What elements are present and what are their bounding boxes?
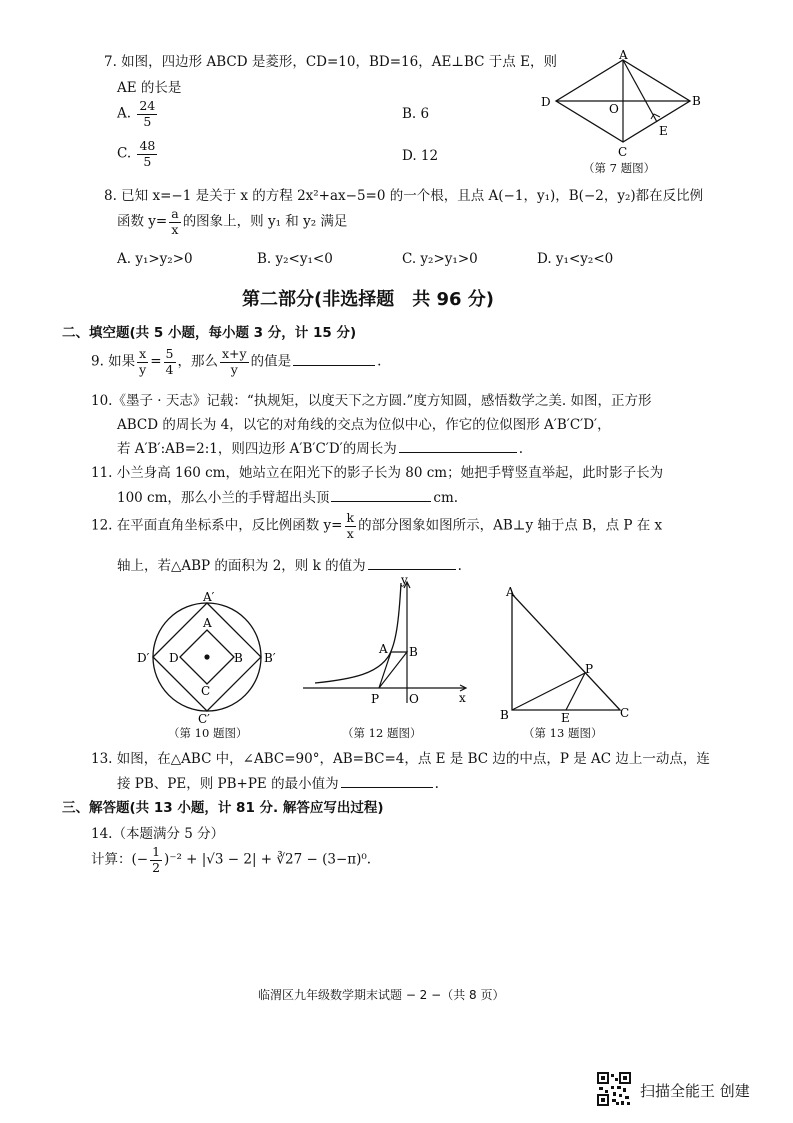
label-x: x	[459, 691, 466, 705]
label-b: B	[234, 651, 243, 665]
q9-fraction-3: $\frac{x+y}{y}$	[222, 346, 247, 377]
label-p: P	[585, 662, 594, 676]
q14-fraction: $\frac{1}{2}$	[152, 844, 161, 875]
label-c: C	[201, 684, 211, 698]
q11-answer-blank[interactable]	[331, 500, 431, 502]
figure-7-caption: （第 7 题图）	[583, 161, 656, 175]
label-y: y	[401, 575, 408, 587]
q8-line2: 函数 y= $\frac{a}{x}$ 的图象上，则 y₁ 和 y₂ 满足	[117, 206, 348, 237]
q10-line2: ABCD 的周长为 4，以它的对角线的交点为位似中心，作它的位似图形 A′B′C′D′，	[117, 417, 611, 433]
q7-option-a: A. $\frac{24}{5}$	[117, 98, 156, 129]
label-o: O	[409, 692, 419, 706]
label-b: B	[500, 708, 509, 722]
section3-heading: 三、解答题(共 13 小题，计 81 分. 解答应写出过程)	[62, 800, 384, 816]
q9: 9. 如果 $\frac{x}{y}$ = $\frac{5}{4}$ ，那么 $\frac{x+y}{y}$ 的值是 .	[91, 346, 382, 377]
q8-option-b: B. y₂<y₁<0	[257, 251, 333, 267]
part2-title: 第二部分(非选择题 共 96 分)	[242, 289, 495, 310]
q8-fraction: $\frac{a}{x}$	[171, 206, 179, 237]
label-a: A	[619, 50, 628, 62]
segment-pe	[566, 673, 585, 710]
segment-ae	[623, 60, 657, 122]
hyperbola-curve	[315, 583, 401, 683]
q12-line2: 轴上，若△ABP 的面积为 2，则 k 的值为 .	[117, 558, 462, 574]
q9-answer-blank[interactable]	[293, 364, 375, 366]
label-o: O	[609, 102, 619, 116]
label-c-prime: C′	[198, 712, 210, 726]
figure-13-caption: （第 13 题图）	[523, 726, 603, 740]
q11-line2: 100 cm，那么小兰的手臂超出头顶 cm.	[117, 490, 459, 506]
q8-line1: 8. 已知 x=−1 是关于 x 的方程 2x²+ax−5=0 的一个根，且点 A(−1，y₁)，B(−2，y₂)都在反比例	[104, 188, 704, 204]
label-d: D	[541, 95, 551, 109]
figure-12-hyperbola	[295, 575, 480, 710]
label-e: E	[659, 124, 668, 138]
label-e: E	[561, 711, 570, 722]
q7-line2: AE 的长是	[117, 80, 182, 96]
label-a: A	[203, 616, 212, 630]
q9-fraction-2: $\frac{5}{4}$	[165, 346, 174, 377]
label-b: B	[409, 645, 418, 659]
q11-line1: 11. 小兰身高 160 cm，她站立在阳光下的影子长为 80 cm；她把手臂竖直举起，此时影子长为	[91, 465, 664, 481]
q9-fraction-1: $\frac{x}{y}$	[139, 346, 147, 377]
label-a-prime: A′	[203, 590, 215, 604]
q13-answer-blank[interactable]	[341, 786, 433, 788]
label-a: A	[379, 642, 388, 656]
page-footer: 临渭区九年级数学期末试题 − 2 −（共 8 页）	[258, 988, 505, 1002]
label-d: D	[169, 651, 179, 665]
q10-line1: 10.《墨子 · 天志》记载：“执规矩，以度天下之方圆.”度方知圆，感悟数学之美. 如图，正方形	[91, 393, 652, 409]
triangle-abc	[512, 594, 620, 710]
label-c: C	[620, 706, 630, 720]
q7-option-c: C. $\frac{48}{5}$	[117, 138, 156, 169]
q7-line1: 7. 如图，四边形 ABCD 是菱形，CD=10，BD=16，AE⊥BC 于点 E，则	[104, 54, 557, 70]
label-b: B	[692, 94, 701, 108]
q10-answer-blank[interactable]	[399, 451, 517, 453]
label-a: A	[506, 585, 515, 599]
label-b-prime: B′	[264, 651, 276, 665]
qr-code-icon	[597, 1072, 631, 1106]
triangle-abp	[379, 652, 407, 688]
figure-12-caption: （第 12 题图）	[342, 726, 422, 740]
label-d-prime: D′	[137, 651, 150, 665]
scanner-brand-text: 扫描全能王 创建	[640, 1082, 750, 1100]
q10-line3: 若 A′B′:AB=2:1，则四边形 A′B′C′D′的周长为 .	[117, 441, 524, 457]
q7-option-b: B. 6	[402, 106, 430, 122]
q14-expression: 计算：(− $\frac{1}{2}$ )⁻² + |√3 − 2| + ∛27 − (3−π)⁰.	[91, 844, 372, 875]
q12-answer-blank[interactable]	[368, 568, 456, 570]
q7-option-c-fraction: $\frac{48}{5}$	[139, 138, 156, 169]
q8-option-d: D. y₁<y₂<0	[537, 251, 614, 267]
figure-13-triangle	[500, 582, 645, 722]
q13-line1: 13. 如图，在△ABC 中，∠ABC=90°，AB=BC=4，点 E 是 BC 边的中点，P 是 AC 边上一动点，连	[91, 751, 710, 767]
q12-fraction: $\frac{k}{x}$	[346, 510, 355, 541]
q8-option-c: C. y₂>y₁>0	[402, 251, 478, 267]
label-p: P	[371, 692, 380, 706]
q8-option-a: A. y₁>y₂>0	[117, 251, 193, 267]
q14-heading: 14.（本题满分 5 分）	[91, 826, 225, 842]
center-point	[204, 654, 209, 659]
q13-line2: 接 PB、PE，则 PB+PE 的最小值为 .	[117, 776, 439, 792]
figure-10-caption: （第 10 题图）	[168, 726, 248, 740]
q7-option-d: D. 12	[402, 148, 439, 164]
label-c: C	[618, 145, 628, 159]
figure-10-circle-squares	[135, 585, 280, 730]
segment-pb	[512, 673, 585, 710]
q7-option-a-fraction: $\frac{24}{5}$	[139, 98, 156, 129]
section2-heading: 二、填空题(共 5 小题，每小题 3 分，计 15 分)	[62, 325, 357, 341]
q12-line1: 12. 在平面直角坐标系中，反比例函数 y= $\frac{k}{x}$ 的部分图象如图所示，AB⊥y 轴于点 B，点 P 在 x	[91, 510, 663, 541]
